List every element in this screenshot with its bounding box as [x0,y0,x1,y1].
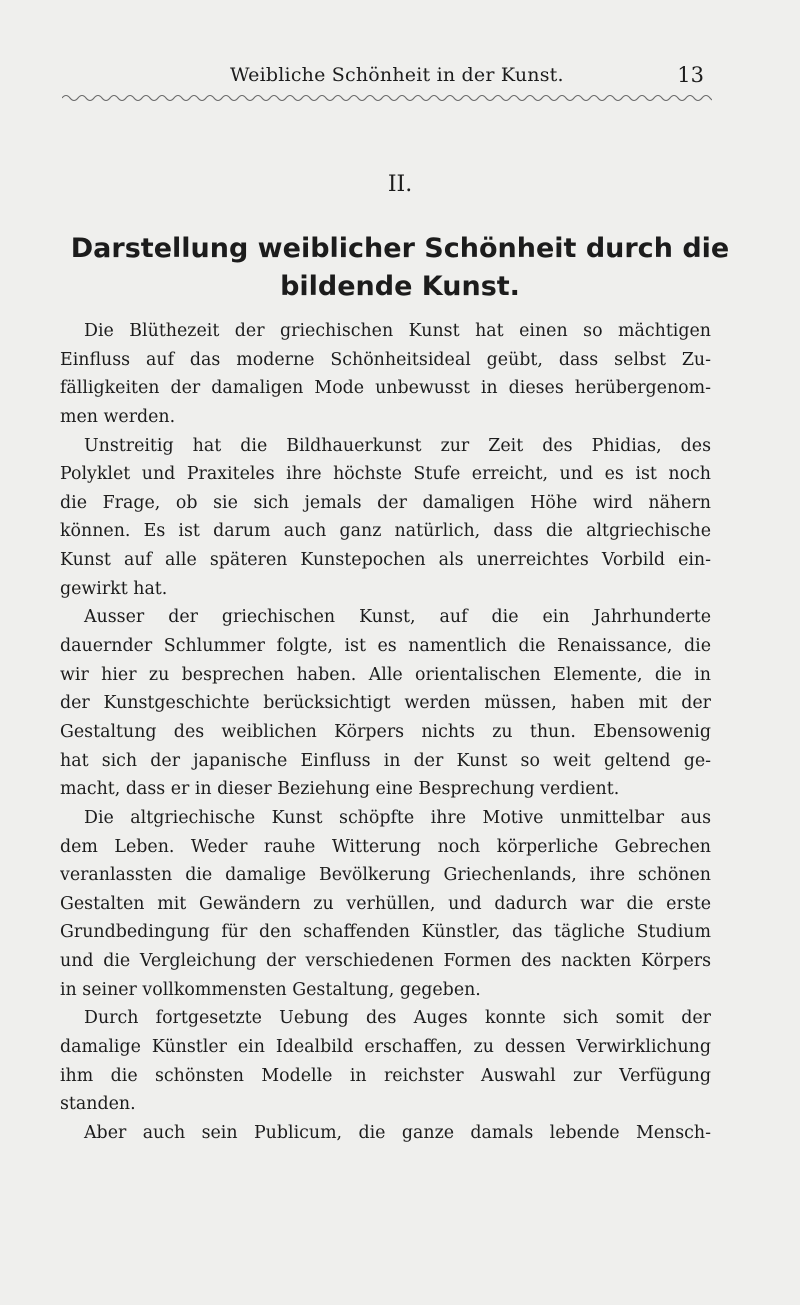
text-line: fälligkeiten der damaligen Mode unbewusst in dieses herübergenom- [60,378,711,399]
text-line: Grundbedingung für den schaffenden Künstler, das tägliche Studium [60,922,711,943]
chapter-title-line-1: Darstellung weiblicher Schönheit durch die [70,233,730,264]
text-line: Die Blüthezeit der griechischen Kunst hat einen so mächtigen [84,321,711,341]
text-line: hat sich der japanische Einfluss in der Kunst so weit geltend ge- [60,750,711,771]
page-number: 13 [677,63,704,87]
wavy-rule-ornament [62,92,712,104]
text-line: Einfluss auf das moderne Schönheitsideal geübt, dass selbst Zu- [60,349,711,370]
text-line: Die altgriechische Kunst schöpfte ihre Motive unmittelbar aus [84,807,711,828]
text-line: veranlassten die damalige Bevölkerung Griechenlands, ihre schönen [60,865,711,886]
text-line: können. Es ist darum auch ganz natürlich, dass die altgriechische [60,521,711,542]
text-line: in seiner vollkommensten Gestaltung, gegeben. [60,979,481,1000]
text-line: dem Leben. Weder rauhe Witterung noch körperliche Gebrechen [60,836,711,857]
text-line: dauernder Schlummer folgte, ist es namentlich die Renaissance, die [60,636,711,657]
text-line: Durch fortgesetzte Uebung des Auges konnte sich somit der [84,1008,711,1029]
body-text [60,317,711,1148]
text-line: ihm die schönsten Modelle in reichster Auswahl zur Verfügung [60,1065,711,1086]
text-line: damalige Künstler ein Idealbild erschaffen, zu dessen Verwirklichung [60,1037,711,1058]
text-line: Polyklet und Praxiteles ihre höchste Stufe erreicht, und es ist noch [60,464,711,485]
text-line: Kunst auf alle späteren Kunstepochen als unerreichtes Vorbild ein- [60,550,711,571]
text-line: die Frage, ob sie sich jemals der damaligen Höhe wird nähern [60,492,711,513]
running-title: Weibliche Schönheit in der Kunst. [230,64,564,86]
text-line: men werden. [60,406,176,427]
chapter-title [70,230,730,306]
text-line: Aber auch sein Publicum, die ganze damals lebende Mensch- [84,1122,711,1143]
text-line: standen. [60,1094,136,1115]
chapter-number: II. [387,172,413,197]
text-line: macht, dass er in dieser Beziehung eine Besprechung verdient. [60,779,620,800]
text-line: wir hier zu besprechen haben. Alle orientalischen Elemente, die in [60,664,711,685]
text-line: Gestalten mit Gewändern zu verhüllen, und dadurch war die erste [60,893,711,914]
text-line: Gestaltung des weiblichen Körpers nichts zu thun. Ebensowenig [60,721,711,742]
text-line: Ausser der griechischen Kunst, auf die ein Jahrhunderte [84,607,711,628]
chapter-title-line-2: bildende Kunst. [280,271,520,302]
text-line: gewirkt hat. [60,578,168,599]
text-line: der Kunstgeschichte berücksichtigt werden müssen, haben mit der [60,693,711,714]
text-line: Unstreitig hat die Bildhauerkunst zur Zeit des Phidias, des [84,435,711,456]
text-line: und die Vergleichung der verschiedenen Formen des nackten Körpers [60,951,711,972]
running-head [230,64,710,94]
